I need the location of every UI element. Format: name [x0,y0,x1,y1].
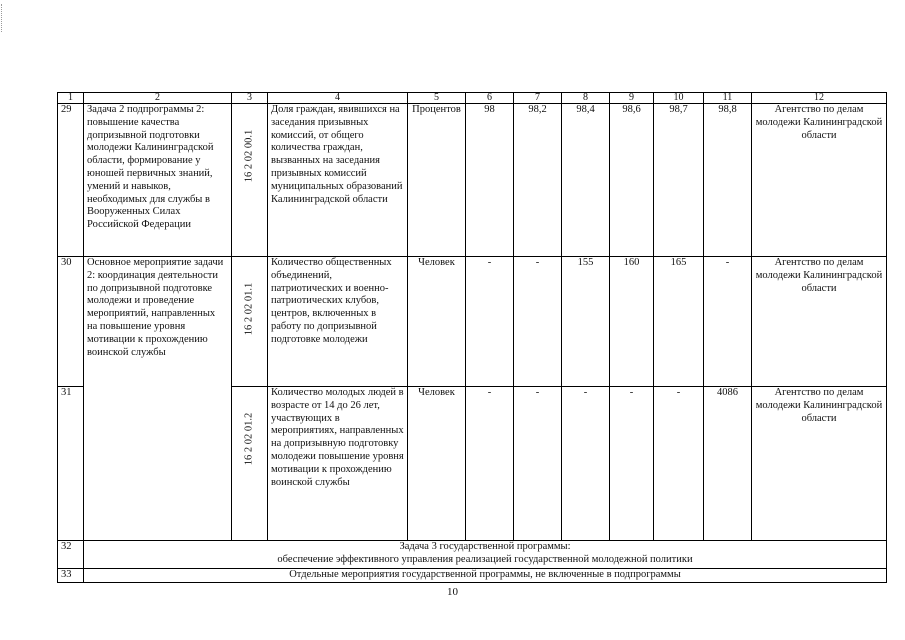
agency-cell: Агентство по делам молодежи Калининградской области [752,104,887,257]
section-title: Задача 3 государственной программы: [399,541,571,552]
col-header: 2 [84,93,232,104]
indicator-cell: Доля граждан, явившихся на заседания призывных комиссий, от общего количества граждан, вызванных на заседания призывных комиссий муниципальных образований Калининградской области [268,104,408,257]
indicator-cell: Количество молодых людей в возрасте от 14 до 26 лет, участвующих в мероприятиях, направленных на допризывную подготовку молодежи повышение уровня мотивации к прохождению воинской службы [268,387,408,541]
indicators-table [57,92,887,583]
value-cell: - [654,387,704,541]
section-subtitle: обеспечение эффективного управления реализацией государственной молодежной политики [277,553,693,565]
code-cell [232,257,268,387]
value-cell: 160 [610,257,654,387]
col-header: 11 [704,93,752,104]
col-header: 7 [514,93,562,104]
unit-cell: Процентов [408,104,466,257]
value-cell: - [562,387,610,541]
task-cell: Задача 2 подпрограммы 2: повышение качества допризывной подготовки молодежи Калининградской области, формирование у юношей первичных знаний, умений и навыков, необходимых для службы в Вооруженных Силах Российской Федерации [84,104,232,257]
indicator-cell: Количество общественных объединений, патриотических и военно-патриотических клубов, центров, включенных в работу по допризывной подготовке молодежи [268,257,408,387]
code-cell [232,104,268,257]
value-cell: 98,6 [610,104,654,257]
value-cell: 155 [562,257,610,387]
value-cell: 165 [654,257,704,387]
table-row [58,104,887,257]
table-row [58,541,887,569]
col-header: 1 [58,93,84,104]
page-number: 10 [447,586,458,598]
value-cell: - [610,387,654,541]
value-cell: - [514,387,562,541]
column-number-header [58,93,887,104]
value-cell: - [466,387,514,541]
agency-cell: Агентство по делам молодежи Калининградской области [752,387,887,541]
col-header: 5 [408,93,466,104]
section-heading [84,541,887,569]
scan-margin-mark [1,4,4,32]
value-cell: 98,7 [654,104,704,257]
table-row [58,257,887,387]
value-cell: - [704,257,752,387]
row-number: 32 [58,541,84,569]
row-number: 33 [58,569,84,583]
value-cell: 98,8 [704,104,752,257]
task-cell: Основное мероприятие задачи 2: координация деятельности по допризывной подготовке молодежи и проведение мероприятий, направленных на повышение уровня мотивации к прохождению воинской службы [84,257,232,541]
row-number: 30 [58,257,84,387]
budget-code: 16 2 02 01.1 [243,282,255,336]
value-cell: - [466,257,514,387]
value-cell: - [514,257,562,387]
row-number: 31 [58,387,84,541]
code-cell [232,387,268,541]
value-cell: 4086 [704,387,752,541]
budget-code: 16 2 02 01.2 [243,412,255,466]
unit-cell: Человек [408,387,466,541]
value-cell: 98,4 [562,104,610,257]
col-header: 10 [654,93,704,104]
col-header: 3 [232,93,268,104]
value-cell: 98,2 [514,104,562,257]
col-header: 4 [268,93,408,104]
col-header: 12 [752,93,887,104]
unit-cell: Человек [408,257,466,387]
row-number: 29 [58,104,84,257]
section-heading: Отдельные мероприятия государственной программы, не включенные в подпрограммы [84,569,887,583]
col-header: 6 [466,93,514,104]
col-header: 8 [562,93,610,104]
table-row [58,569,887,583]
col-header: 9 [610,93,654,104]
budget-code: 16 2 02 00.1 [243,129,255,183]
agency-cell: Агентство по делам молодежи Калининградской области [752,257,887,387]
value-cell: 98 [466,104,514,257]
